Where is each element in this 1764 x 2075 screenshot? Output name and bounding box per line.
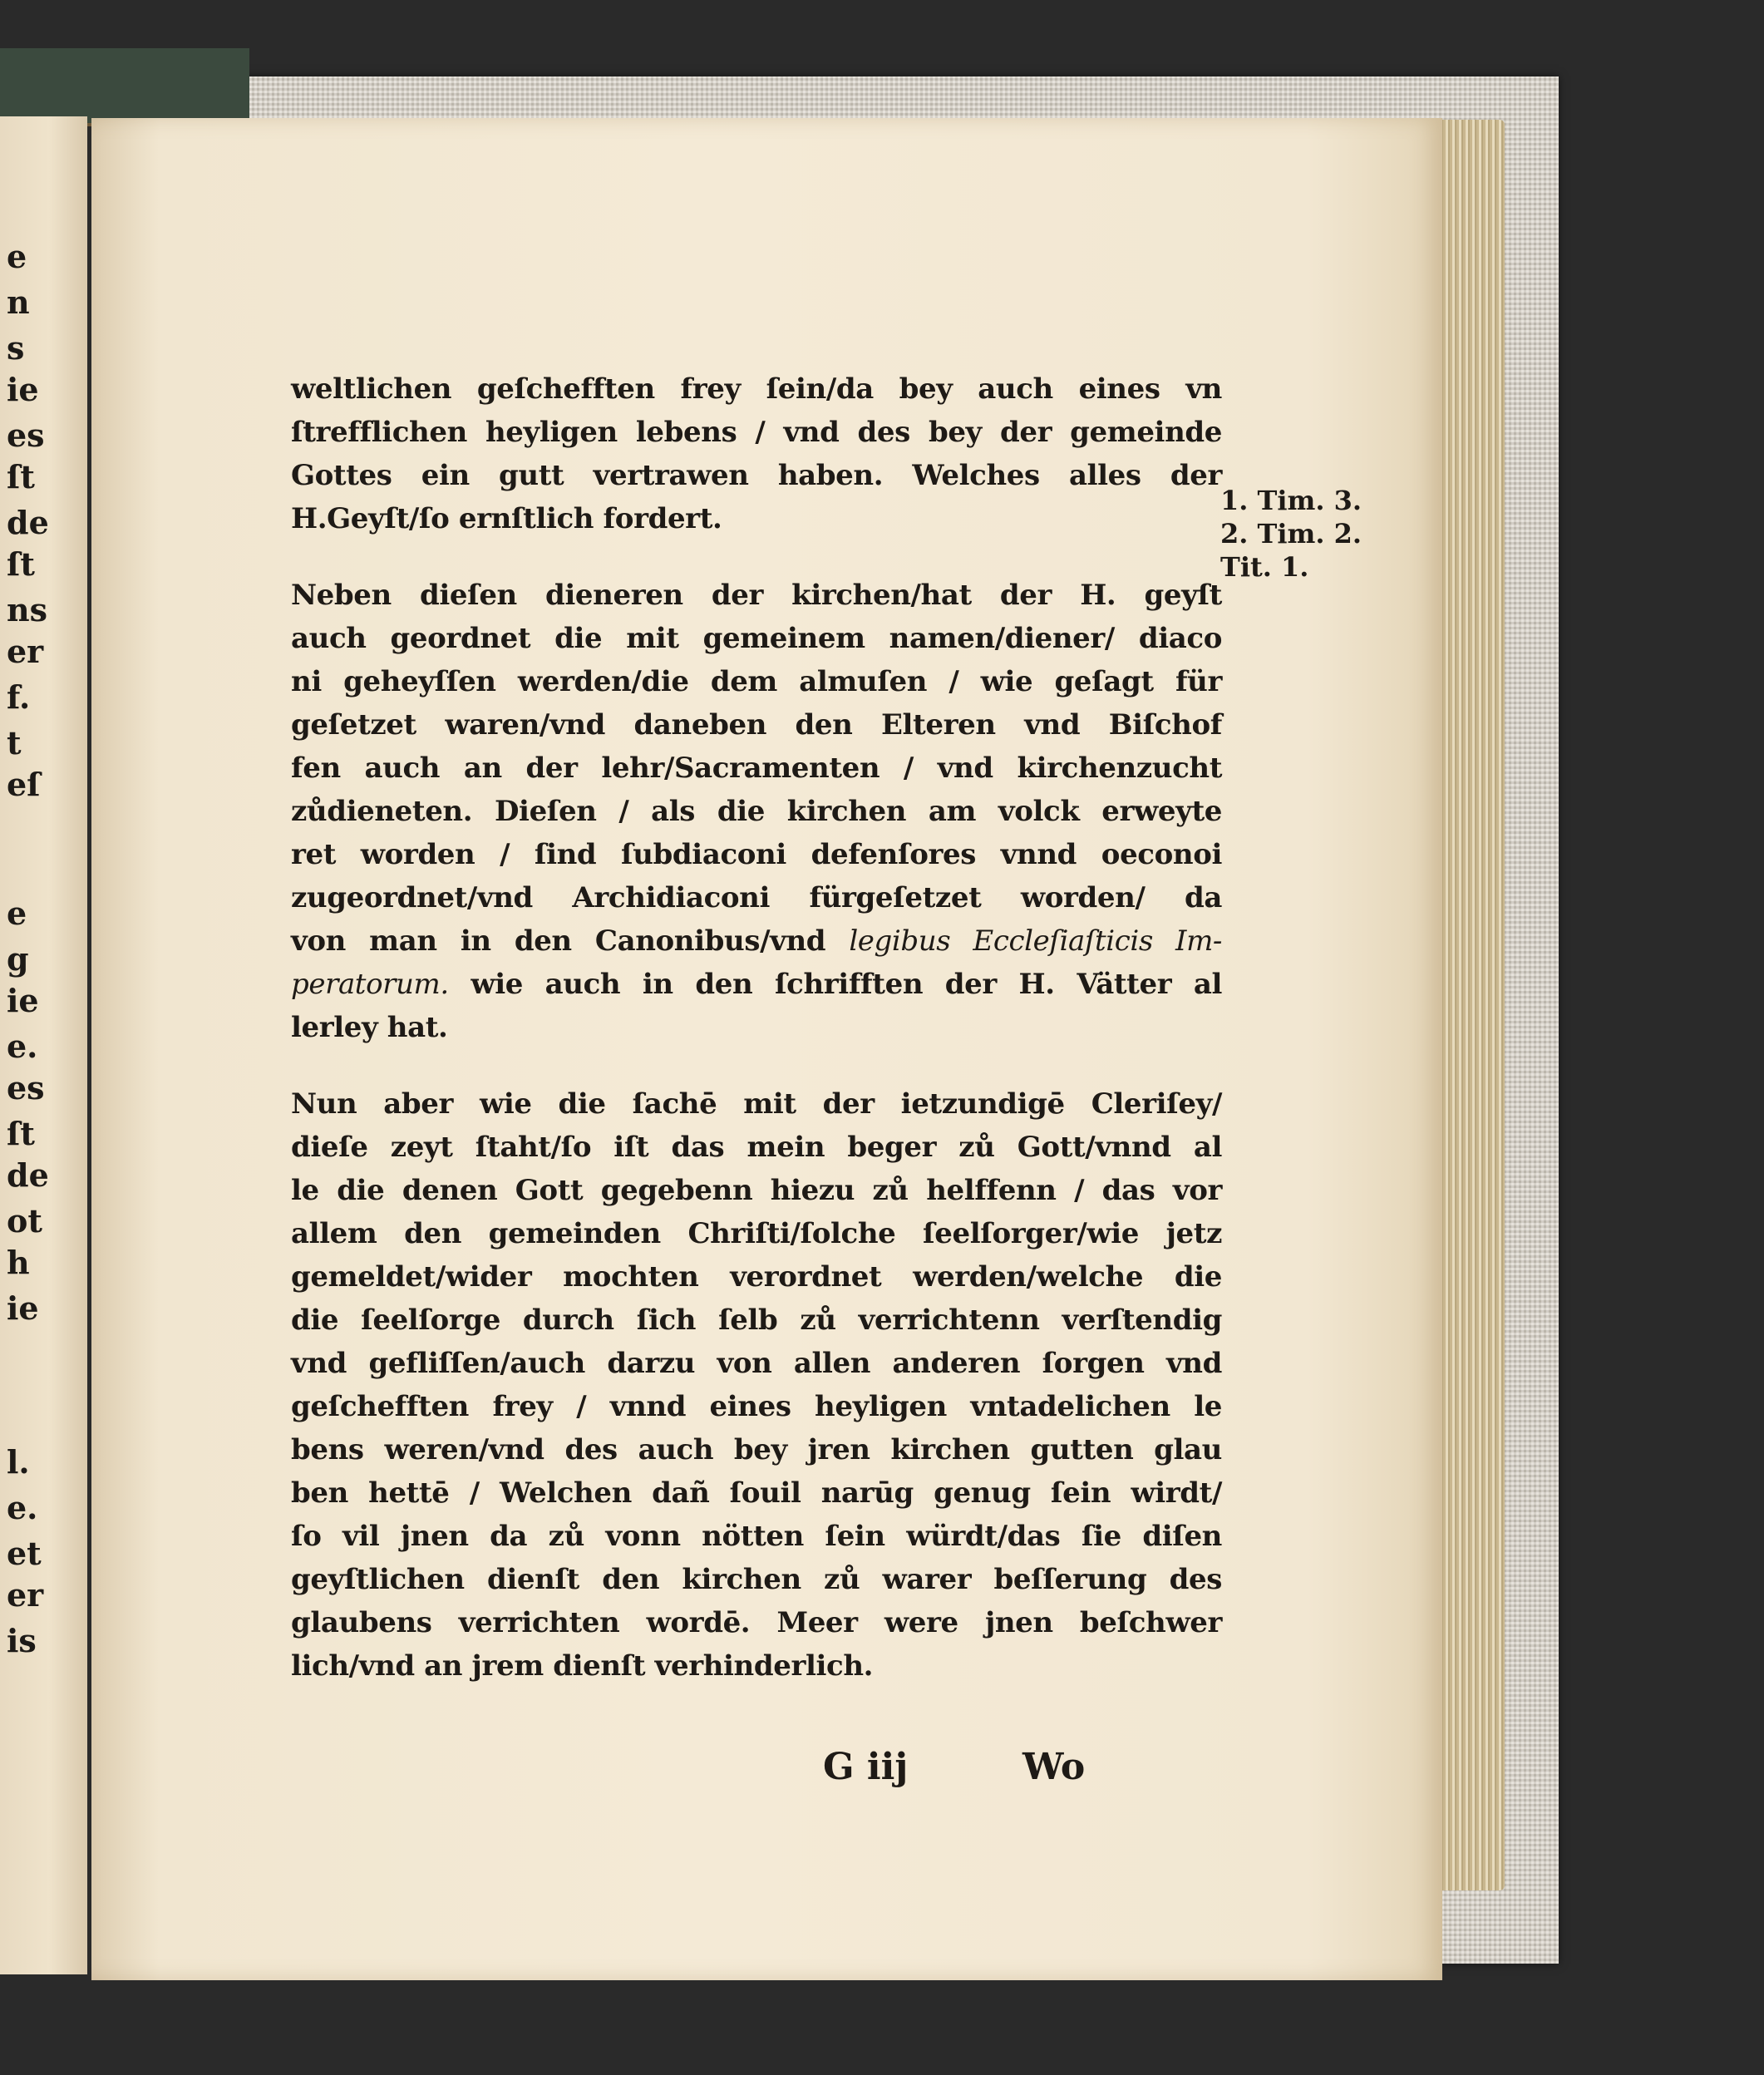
text-line: Gottes ein gutt vertrawen haben. Welches alles der <box>291 459 1222 492</box>
left-fragment: ſt <box>7 458 35 495</box>
paragraph-2 <box>291 574 1222 1049</box>
text-line: H.Geyſt/ſo ernſtlich fordert. <box>291 502 722 535</box>
text-line: bens weren/vnd des auch bey jren kirchen gutten glau <box>291 1433 1222 1466</box>
left-fragment: is <box>7 1622 37 1659</box>
catchword: Wo <box>1022 1746 1086 1788</box>
left-fragment: e. <box>7 1028 38 1065</box>
text-line: geſchefften frey / vnnd eines heyligen vntadelichen le <box>291 1390 1222 1423</box>
text-line: glaubens verrichten wordē. Meer were jnen beſchwer <box>291 1606 1222 1639</box>
text-line: lerley hat. <box>291 1011 448 1044</box>
left-fragment: h <box>7 1244 30 1281</box>
text-line: le die denen Gott gegebenn hiezu zů helffenn / das vor <box>291 1174 1222 1207</box>
latin-text: peratorum. <box>291 968 449 1001</box>
text-line: allem den gemeinden Chriſti/ſolche ſeelſorger/wie jetz <box>291 1217 1222 1250</box>
paragraph-3 <box>291 1082 1222 1688</box>
right-page <box>91 118 1442 1980</box>
text-line: geyſtlichen dienſt den kirchen zů warer beſſerung des <box>291 1563 1222 1596</box>
left-fragment: l. <box>7 1443 30 1481</box>
text-line: ni geheyſſen werden/die dem almuſen / wie geſagt für <box>291 665 1222 698</box>
book-cover-edge <box>0 48 249 126</box>
text-segment: von man in den Canonibus/vnd <box>291 924 826 958</box>
left-fragment: e <box>7 238 27 275</box>
text-segment: wie auch in den ſchrifften der H. Vätter al <box>471 968 1223 1001</box>
left-fragment: ſt <box>7 1115 35 1152</box>
text-line: die ſeelſorge durch ſich ſelb zů verrichtenn verſtendig <box>291 1304 1222 1337</box>
left-fragment: ie <box>7 982 39 1019</box>
margin-note: 1. Tim. 3. <box>1220 485 1362 516</box>
latin-text: legibus Eccleſiaſticis Im- <box>849 924 1223 958</box>
text-line: ſtrefflichen heyligen lebens / vnd des bey der gemeinde <box>291 416 1222 449</box>
left-fragment: es <box>7 416 45 454</box>
text-line <box>291 919 1222 963</box>
margin-note: 2. Tim. 2. <box>1220 518 1362 550</box>
left-fragment: ns <box>7 591 48 628</box>
text-line: ben hettē / Welchen dañ ſouil narūg genug ſein wirdt/ <box>291 1476 1222 1510</box>
text-line: lich/vnd an jrem dienſt verhinderlich. <box>291 1649 874 1683</box>
left-fragment: er <box>7 1576 44 1614</box>
text-line <box>291 963 1222 1006</box>
left-fragment: er <box>7 633 44 670</box>
text-line: zugeordnet/vnd Archidiaconi fürgeſetzet worden/ da <box>291 881 1222 914</box>
left-fragment: f. <box>7 678 31 716</box>
text-line: fen auch an der lehr/Sacramenten / vnd kirchenzucht <box>291 752 1222 785</box>
left-fragment: ie <box>7 1289 39 1327</box>
text-line: Nun aber wie die ſachē mit der ietzundigē Cleriſey/ <box>291 1087 1222 1121</box>
left-fragment: es <box>7 1069 45 1107</box>
margin-note: Tit. 1. <box>1220 551 1309 583</box>
text-line: Neben dieſen dieneren der kirchen/hat der H. geyſt <box>291 579 1222 612</box>
text-line: ſo vil jnen da zů vonn nötten ſein würdt/das ſie diſen <box>291 1520 1222 1553</box>
left-page-fragment <box>0 116 87 1974</box>
main-text <box>291 367 1222 1688</box>
left-fragment: eſ <box>7 766 41 803</box>
left-fragment: ie <box>7 371 39 408</box>
left-fragment: de <box>7 504 49 541</box>
left-fragment: de <box>7 1156 49 1194</box>
left-fragment: t <box>7 724 22 761</box>
paragraph-1 <box>291 367 1222 540</box>
margin-notes <box>1220 484 1362 584</box>
left-fragment: e <box>7 895 27 932</box>
text-line: geſetzet waren/vnd daneben den Elteren vnd Biſchof <box>291 708 1222 742</box>
text-line: auch geordnet die mit gemeinem namen/diener/ diaco <box>291 622 1222 655</box>
left-fragment: et <box>7 1535 42 1572</box>
text-line: gemeldet/wider mochten verordnet werden/welche die <box>291 1260 1222 1294</box>
text-line: vnd gefliſſen/auch darzu von allen anderen ſorgen vnd <box>291 1347 1222 1380</box>
signature-mark: G iij <box>823 1746 909 1788</box>
text-line: ret worden / ſind ſubdiaconi defenſores vnnd oeconoi <box>291 838 1222 871</box>
text-line: zůdieneten. Dieſen / als die kirchen am volck erweyte <box>291 795 1222 828</box>
text-line: weltlichen geſchefften frey ſein/da bey auch eines vn <box>291 372 1222 406</box>
left-fragment: g <box>7 940 29 978</box>
left-fragment: n <box>7 283 30 321</box>
left-fragment: e. <box>7 1489 38 1526</box>
text-line: dieſe zeyt ſtaht/ſo iſt das mein beger zů Gott/vnnd al <box>291 1131 1222 1164</box>
left-fragment: ot <box>7 1202 42 1240</box>
left-fragment: s <box>7 329 25 367</box>
left-fragment: ſt <box>7 545 35 583</box>
